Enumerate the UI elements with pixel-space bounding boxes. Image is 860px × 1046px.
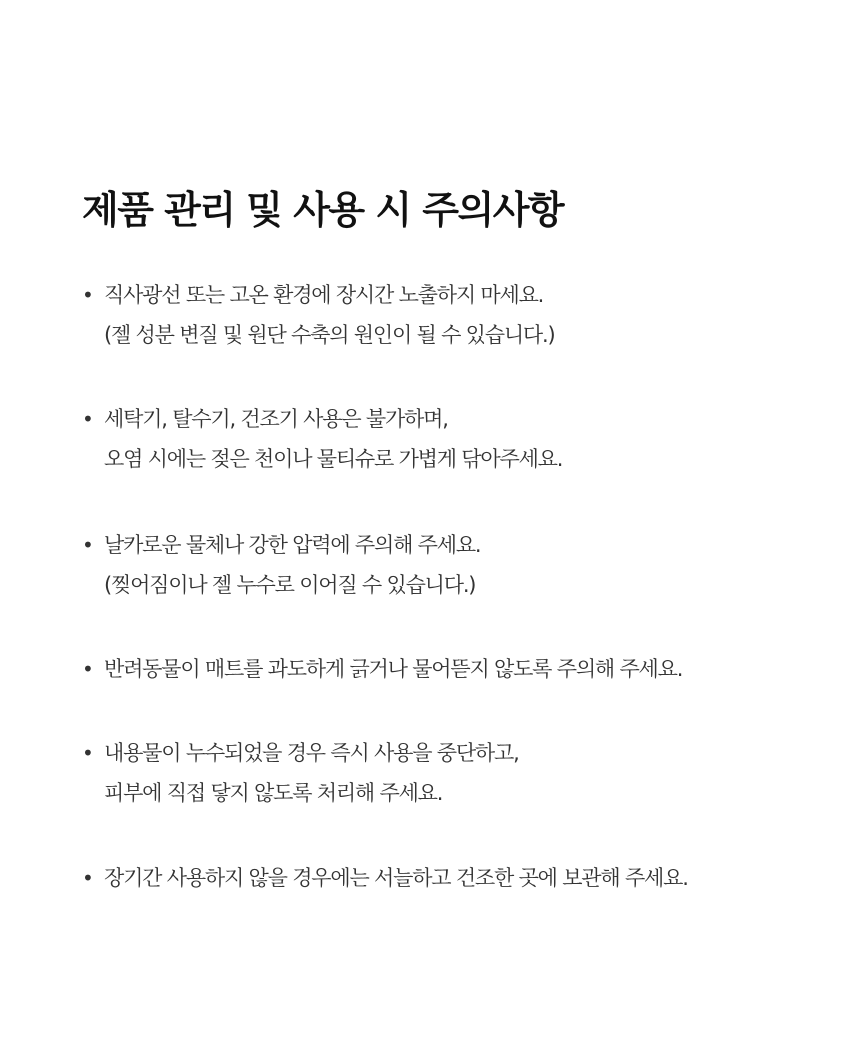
item-text-line-1: 내용물이 누수되었을 경우 즉시 사용을 중단하고,: [104, 741, 519, 765]
bullet-icon: •: [82, 283, 94, 307]
item-text-line-1: 세탁기, 탈수기, 건조기 사용은 불가하며,: [104, 407, 448, 431]
item-text-line-2: 피부에 직접 닿지 않도록 처리해 주세요.: [104, 781, 443, 805]
list-item: [82, 733, 822, 813]
item-text-line-1: 반려동물이 매트를 과도하게 긁거나 물어뜯지 않도록 주의해 주세요.: [104, 657, 683, 681]
bullet-icon: •: [82, 533, 94, 557]
list-item: [82, 649, 822, 689]
item-text-line-1: 장기간 사용하지 않을 경우에는 서늘하고 건조한 곳에 보관해 주세요.: [104, 866, 688, 890]
item-text-line-2: 오염 시에는 젖은 천이나 물티슈로 가볍게 닦아주세요.: [104, 447, 563, 471]
bullet-icon: •: [82, 657, 94, 681]
item-text-line-2: (찢어짐이나 젤 누수로 이어질 수 있습니다.): [104, 573, 476, 597]
bullet-icon: •: [82, 407, 94, 431]
bullet-icon: •: [82, 741, 94, 765]
list-item: [82, 275, 822, 355]
list-item: [82, 399, 822, 479]
bullet-icon: •: [82, 866, 94, 890]
page-title: 제품 관리 및 사용 시 주의사항: [82, 188, 564, 232]
list-item: [82, 858, 822, 898]
item-text-line-1: 날카로운 물체나 강한 압력에 주의해 주세요.: [104, 533, 481, 557]
item-text-line-2: (젤 성분 변질 및 원단 수축의 원인이 될 수 있습니다.): [104, 323, 555, 347]
item-text-line-1: 직사광선 또는 고온 환경에 장시간 노출하지 마세요.: [104, 283, 544, 307]
list-item: [82, 525, 822, 605]
